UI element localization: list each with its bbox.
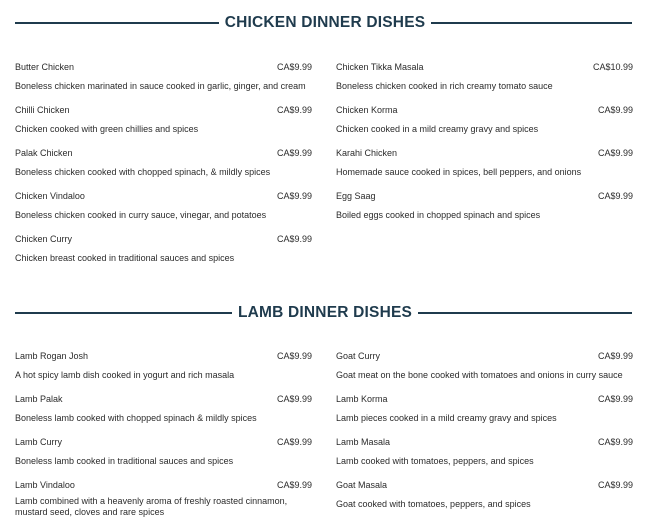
menu-item[interactable] [15,351,312,381]
section-title: CHICKEN DINNER DISHES [219,14,432,32]
item-name: Chicken Vindaloo [15,191,85,201]
chicken-section [0,8,650,38]
item-price: CA$9.99 [597,437,633,447]
heading-rule-left [15,312,233,314]
menu-item[interactable] [15,437,312,467]
item-description: Chicken cooked with green chillies and spices [15,124,199,134]
item-name: Chicken Curry [15,234,73,244]
item-price: CA$9.99 [276,191,312,201]
item-name: Goat Masala [336,480,388,490]
lamb-section [0,298,650,328]
item-price: CA$9.99 [276,351,312,361]
menu-item[interactable] [15,480,312,522]
item-name: Chicken Korma [336,105,398,115]
item-price: CA$9.99 [597,105,633,115]
item-description: Boneless lamb cooked with chopped spinach & mildly spices [15,413,257,423]
item-price: CA$9.99 [597,148,633,158]
item-price: CA$9.99 [597,191,633,201]
item-description: Chicken breast cooked in traditional sauces and spices [15,253,235,263]
item-description: Boneless chicken marinated in sauce cooked in garlic, ginger, and cream [15,81,306,91]
item-description: Chicken cooked in a mild creamy gravy and spices [336,124,539,134]
item-price: CA$9.99 [276,148,312,158]
item-name: Goat Curry [336,351,381,361]
item-price: CA$9.99 [276,105,312,115]
menu-item[interactable] [336,351,633,381]
item-name: Lamb Masala [336,437,391,447]
menu-item[interactable] [336,62,633,92]
item-name: Butter Chicken [15,62,75,72]
item-name: Chilli Chicken [15,105,70,115]
item-price: CA$9.99 [276,437,312,447]
item-price: CA$9.99 [276,234,312,244]
menu-item[interactable] [15,234,312,264]
item-description: Boneless chicken cooked with chopped spinach, & mildly spices [15,167,271,177]
menu-item[interactable] [336,105,633,135]
item-name: Lamb Vindaloo [15,480,75,490]
item-name: Chicken Tikka Masala [336,62,424,72]
item-name: Lamb Curry [15,437,63,447]
item-description: Lamb pieces cooked in a mild creamy gravy and spices [336,413,557,423]
item-description: Boneless lamb cooked in traditional sauces and spices [15,456,234,466]
item-description: Lamb cooked with tomatoes, peppers, and spices [336,456,534,466]
item-price: CA$10.99 [592,62,633,72]
item-description: Boneless chicken cooked in rich creamy tomato sauce [336,81,553,91]
item-description: Goat meat on the bone cooked with tomatoes and onions in curry sauce [336,370,623,380]
heading-rule-right [426,22,632,24]
heading-rule-left [15,22,220,24]
item-price: CA$9.99 [276,480,312,490]
menu-item[interactable] [336,394,633,424]
chicken-heading [0,8,650,38]
item-price: CA$9.99 [597,351,633,361]
item-name: Egg Saag [336,191,376,201]
item-description: Goat cooked with tomatoes, peppers, and spices [336,499,531,509]
menu-item[interactable] [15,62,312,92]
section-title: LAMB DINNER DISHES [232,304,418,322]
menu-item[interactable] [336,191,633,221]
heading-rule-right [413,312,632,314]
item-price: CA$9.99 [276,394,312,404]
item-name: Palak Chicken [15,148,73,158]
item-description: Homemade sauce cooked in spices, bell peppers, and onions [336,167,582,177]
menu-item[interactable] [15,148,312,178]
item-price: CA$9.99 [597,394,633,404]
menu-item[interactable] [336,480,633,510]
item-description: Boneless chicken cooked in curry sauce, vinegar, and potatoes [15,210,267,220]
lamb-heading [0,298,650,328]
item-price: CA$9.99 [597,480,633,490]
item-name: Lamb Korma [336,394,388,404]
item-name: Lamb Rogan Josh [15,351,89,361]
item-description: A hot spicy lamb dish cooked in yogurt and rich masala [15,370,235,380]
item-name: Karahi Chicken [336,148,398,158]
menu-item[interactable] [336,437,633,467]
menu-item[interactable] [15,191,312,221]
item-description: Boiled eggs cooked in chopped spinach and spices [336,210,541,220]
item-name: Lamb Palak [15,394,63,404]
menu-item[interactable] [15,105,312,135]
item-description: Lamb combined with a heavenly aroma of freshly roasted cinnamon, mustard seed, cloves and rare spices [15,496,288,517]
item-price: CA$9.99 [276,62,312,72]
menu-item[interactable] [336,148,633,178]
menu-item[interactable] [15,394,312,424]
